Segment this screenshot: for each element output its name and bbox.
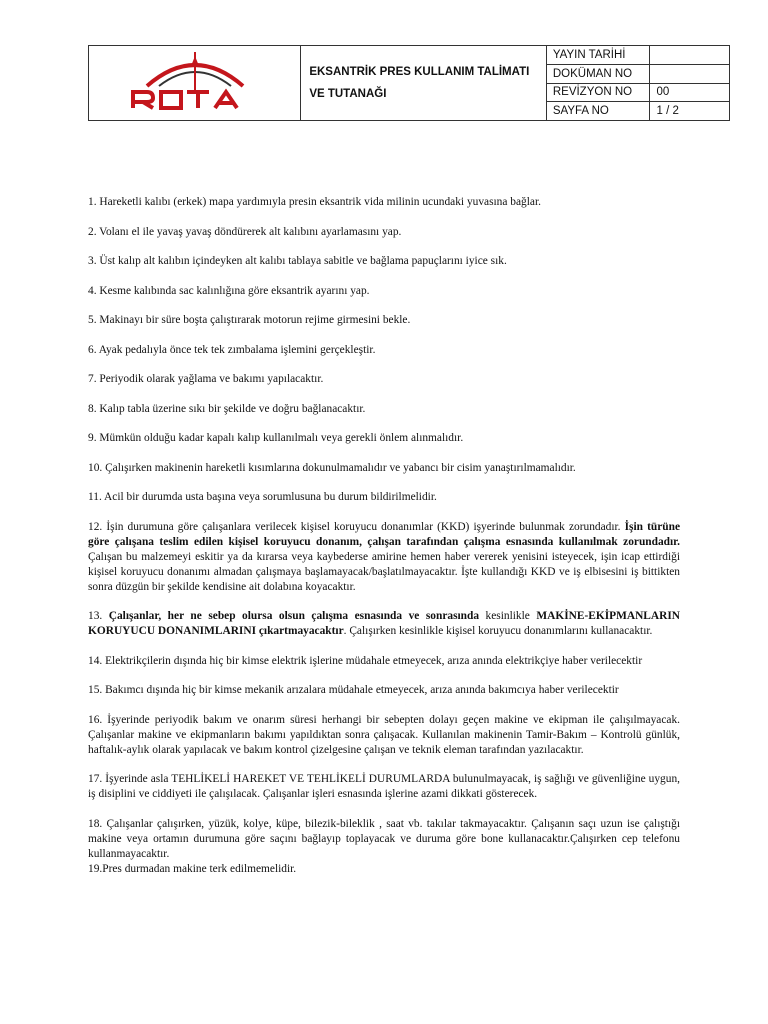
instruction-item-12-text-2: Çalışan bu malzemeyi eskitir ya da kırarsa veya kaybederse amirine hemen haber vererek yenisini isteyecek, işin icap ettirdiği kişisel koruyucu donanımı almadan çalışmaya başlamayacak/başlatılmayacaktır. İşte kullandığı KKD ve iş elbisesini iş bittikten sonra düzgün bir şekilde kendisine ait dolabına koyacaktır. [88,550,680,593]
instruction-item-12-text-1: 12. İşin durumuna göre çalışanlara verilecek kişisel koruyucu donanımlar (KKD) işyerinde bulunmak zorundadır. [88,520,625,533]
meta-value-sayfa-no: 1 / 2 [650,102,730,121]
meta-label-sayfa-no: SAYFA NO [546,102,650,121]
instruction-item-2: 2. Volanı el ile yavaş yavaş döndürerek alt kalıbını ayarlamasını yap. [88,225,402,238]
rota-logo-icon [125,48,265,118]
meta-value-yayin-tarihi [650,46,730,65]
instruction-item-13-bold-2: MAKİNE-EKİPMANLARIN KORUYUCU DONANIMLARINI çıkartmayacaktır [88,610,681,637]
meta-label-dokuman-no: DOKÜMAN NO [546,64,650,83]
instruction-item-3: 3. Üst kalıp alt kalıbın içindeyken alt kalıbı tablaya sabitle ve bağlama papuçlarını iyice sık. [88,255,507,267]
instruction-item-9: 9. Mümkün olduğu kadar kapalı kalıp kullanılmalı veya gerekli önlem alınmalıdır. [88,432,464,444]
instruction-item-13-text-2: kesinlikle [479,610,537,622]
instruction-item-5: 5. Makinayı bir süre boşta çalıştırarak motorun rejime girmesini bekle. [88,314,411,326]
meta-label-revizyon-no: REVİZYON NO [546,83,650,102]
meta-value-dokuman-no [650,64,730,83]
logo-cell [89,46,301,121]
document-title-line1: EKSANTRİK PRES KULLANIM TALİMATI [309,66,530,78]
instruction-item-12-bold: İşin türüne göre çalışana teslim edilen kişisel koruyucu donanım, çalışan tarafından çalışma esnasında kullanılmak zorundadır. [88,520,680,548]
instruction-item-1: 1. Hareketli kalıbı (erkek) mapa yardımıyla presin eksantrik vida milinin ucundaki yuvasına bağlar. [88,196,541,208]
instruction-item-16: 16. İşyerinde periyodik bakım ve onarım süresi herhangi bir sebepten dolayı geçen makine ve ekipman ile çalışılmayacak. Çalışanlar makine ve ekipmanların bakımı yapıldıktan sonra çalışacak. Kullanılan makinenin Tamir-Bakım – Kontrolü günlük, haftalık-aylık olarak yapılacak ve bakım kontrol çizelgesine çalışan ve teknik eleman tarafından yazılacaktır. [88,713,680,756]
meta-label-yayin-tarihi: YAYIN TARİHİ [546,46,650,65]
rota-logo [89,46,300,120]
instruction-item-13-text-3: . Çalışırken kesinlikle kişisel koruyucu donanımlarını kullanacaktır. [343,625,653,637]
instruction-item-17: 17. İşyerinde asla TEHLİKELİ HAREKET VE TEHLİKELİ DURUMLARDA bulunulmayacak, iş sağlığı ve güvenliğine uygun, iş disiplini ve ciddiyeti ile çalışılacak. Çalışanlar işleri esnasında işlerine azami dikkati gösterecek. [88,773,680,800]
instruction-item-13 [88,609,680,639]
meta-value-revizyon-no: 00 [650,83,730,102]
instruction-item-10: 10. Çalışırken makinenin hareketli kısımlarına dokunulmamalıdır ve yabancı bir cisim yanaştırılmamalıdır. [88,461,576,474]
instruction-item-6: 6. Ayak pedalıyla önce tek tek zımbalama işlemini gerçekleştir. [88,343,376,356]
instruction-list [88,195,680,891]
document-title [301,46,547,121]
instruction-item-8: 8. Kalıp tabla üzerine sıkı bir şekilde ve doğru bağlanacaktır. [88,402,366,415]
instruction-item-18: 18. Çalışanlar çalışırken, yüzük, kolye, küpe, bilezik-bileklik , saat vb. takılar takmayacaktır. Çalışanın saçı uzun ise çalıştığı makine veya ortamın durumuna göre saçını bağlayıp toplayacak ve duruma göre bone kullanacaktır.Çalışırken cep telefonu kullanmayacaktır. [88,817,680,860]
instruction-item-14: 14. Elektrikçilerin dışında hiç bir kimse elektrik işlerine müdahale etmeyecek, arıza anında elektrikçiye haber verilecektir [88,654,643,667]
document-header [88,45,730,121]
instruction-item-13-bold-1: Çalışanlar, her ne sebep olursa olsun çalışma esnasında ve sonrasında [108,610,480,622]
instruction-item-15: 15. Bakımcı dışında hiç bir kimse mekanik arızalara müdahale etmeyecek, arıza anında bakımcıya haber verilecektir [88,684,619,696]
instruction-item-4: 4. Kesme kalıbında sac kalınlığına göre eksantrik ayarını yap. [88,284,370,297]
instruction-item-12 [88,520,680,595]
instruction-item-19: 19.Pres durmadan makine terk edilmemelidir. [88,862,297,875]
instruction-item-7: 7. Periyodik olarak yağlama ve bakımı yapılacaktır. [88,373,324,385]
instruction-item-11: 11. Acil bir durumda usta başına veya sorumlusuna bu durum bildirilmelidir. [88,491,437,503]
instruction-item-13-text-1: 13. [88,610,109,622]
document-title-line2: VE TUTANAĞI [309,88,387,100]
